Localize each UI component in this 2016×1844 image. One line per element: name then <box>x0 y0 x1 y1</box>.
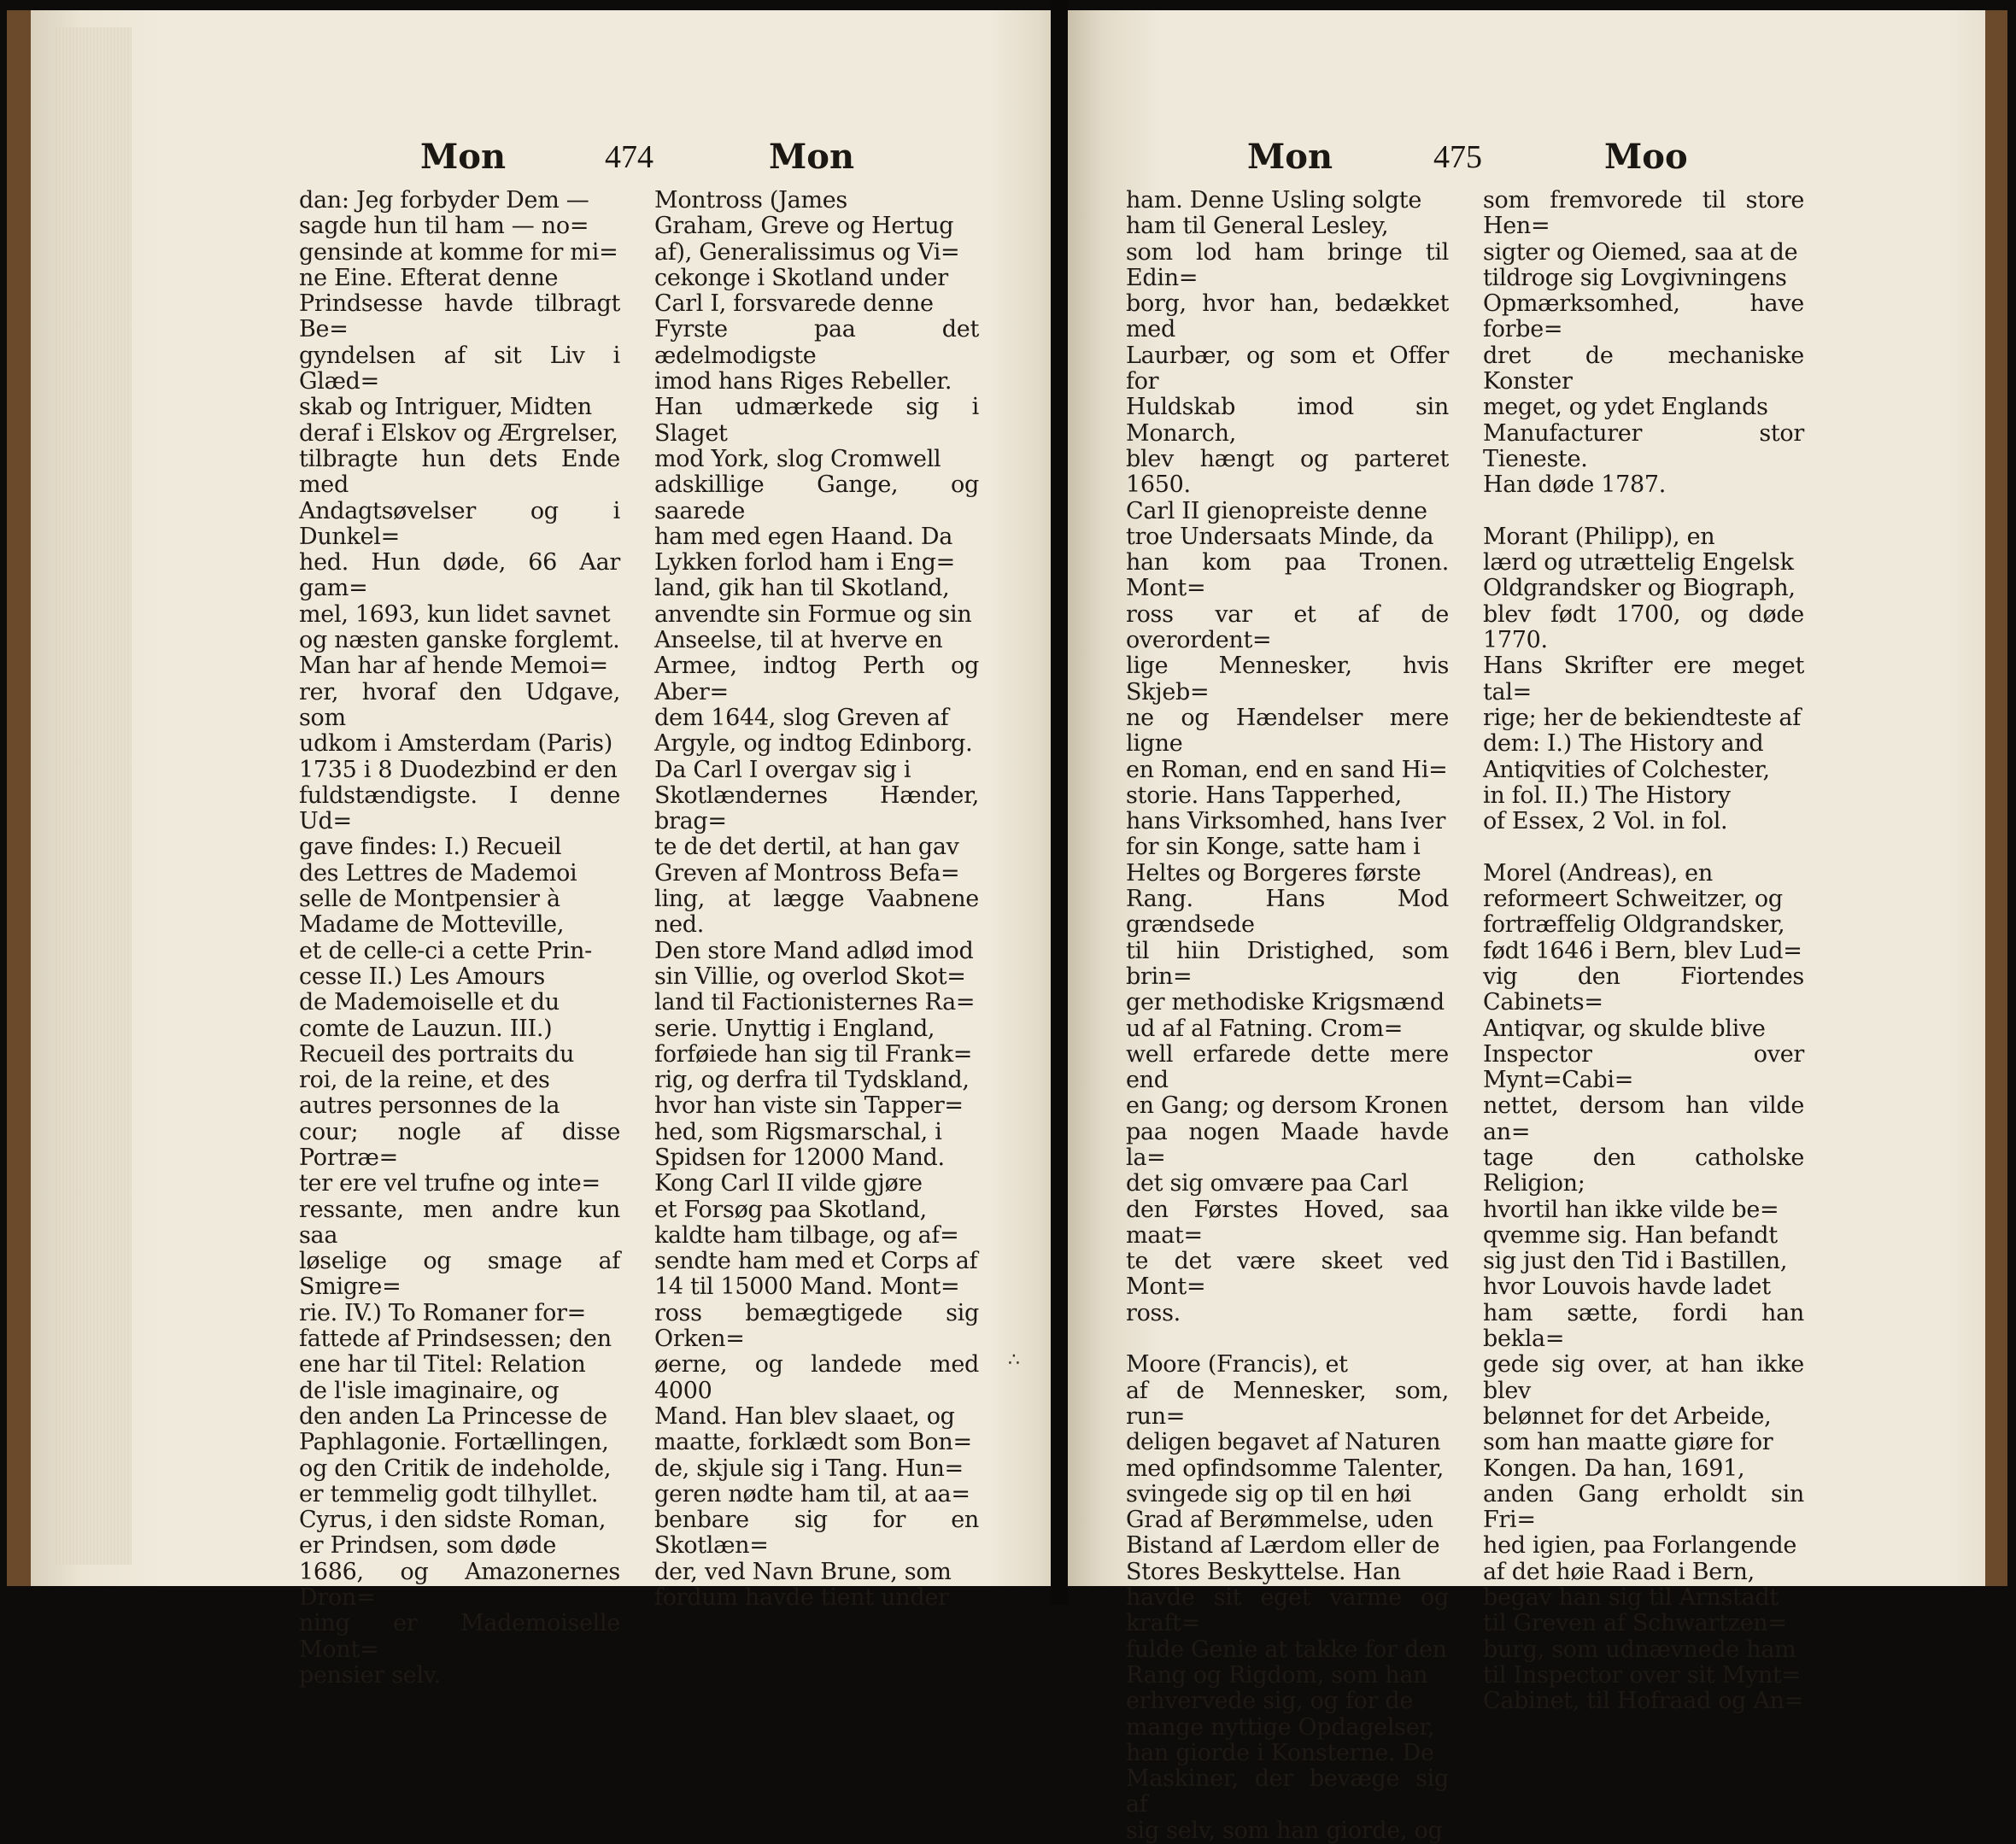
page-edges <box>55 27 132 1565</box>
right-page-number: 475 <box>1433 139 1482 175</box>
left-running-head-left: Mon <box>420 137 507 177</box>
right-column-2: som fremvorede til store Hen= sigter og Oiemed, saa at de tildroge sig Lovgivningens Opmærksomhed, have forbe= dret de mechaniske Konster meget, og ydet Englands Manufacturer stor Tieneste. Han døde 1787. Morant (Philipp), en lærd og utrættelig Engelsk Oldgrandsker og Biograph, blev født 1700, og døde 1770. Hans Skrifter ere meget tal= rige; her de bekiendteste af dem: I.) The History and Antiqvities of Colchester, in fol. II.) The History of Essex, 2 Vol. in fol. Morel (Andreas), en reformeert Schweitzer, og fortræffelig Oldgrandsker, født 1646 i Bern, blev Lud= vig den Fiortendes Cabinets= Antiqvar, og skulde blive Inspector over Mynt=Cabi= nettet, dersom han vilde an= tage den catholske Religion; hvortil han ikke vilde be= qvemme sig. Han befandt sig just den Tid i Bastillen, hvor Louvois havde ladet ham sætte, fordi han bekla= gede sig over, at han ikke blev belønnet for det Arbeide, som han maatte giøre for Kongen. Da han, 1691, anden Gang erholdt sin Fri= hed igien, paa Forlangende af det høie Raad i Bern, begav han sig til Arnstadt til Greven af Schwartzen= burg, som udnævnede ham til Inspector over sit Mynt= Cabinet, til Hofraad og An= <box>1483 187 1804 1715</box>
gutter-ornament: ∴ <box>1008 1349 1020 1371</box>
left-column-2: Montross (James Graham, Greve og Hertug af), Generalissimus og Vi= cekonge i Skotland under Carl I, forsvarede denne Fyrste paa det ædelmodigste imod hans Riges Rebeller. Han udmærkede sig i Slaget mod York, slog Cromwell adskillige Gange, og saarede ham med egen Haand. Da Lykken forlod ham i Eng= land, gik han til Skotland, anvendte sin Formue og sin Anseelse, til at hverve en Armee, indtog Perth og Aber= dem 1644, slog Greven af Argyle, og indtog Edinborg. Da Carl I overgav sig i Skotlændernes Hænder, brag= te de det dertil, at han gav Greven af Montross Befa= ling, at lægge Vaabnene ned. Den store Mand adlød imod sin Villie, og overlod Skot= land til Factionisternes Ra= serie. Unyttig i England, forføiede han sig til Frank= rig, og derfra til Tydskland, hvor han viste sin Tapper= hed, som Rigsmarschal, i Spidsen for 12000 Mand. Kong Carl II vilde gjøre et Forsøg paa Skotland, kaldte ham tilbage, og af= sendte ham med et Corps af 14 til 15000 Mand. Mont= ross bemægtigede sig Orken= øerne, og landede med 4000 Mand. Han blev slaaet, og maatte, forklædt som Bon= de, skjule sig i Tang. Hun= geren nødte ham til, at aa= benbare sig for en Skotlæn= der, ved Navn Brune, som fordum havde tient under <box>654 187 979 1612</box>
left-page-number: 474 <box>605 139 653 175</box>
left-column-1: dan: Jeg forbyder Dem — sagde hun til ham — no= gensinde at komme for mi= ne Eine. Efterat denne Prindsesse havde tilbragt Be= gyndelsen af sit Liv i Glæd= skab og Intriguer, Midten deraf i Elskov og Ærgrelser, tilbragte hun dets Ende med Andagtsøvelser og i Dunkel= hed. Hun døde, 66 Aar gam= mel, 1693, kun lidet savnet og næsten ganske forglemt. Man har af hende Memoi= rer, hvoraf den Udgave, som udkom i Amsterdam (Paris) 1735 i 8 Duodezbind er den fuldstændigste. I denne Ud= gave findes: I.) Recueil des Lettres de Mademoi selle de Montpensier à Madame de Motteville, et de celle-ci a cette Prin- cesse II.) Les Amours de Mademoiselle et du comte de Lauzun. III.) Recueil des portraits du roi, de la reine, et des autres personnes de la cour; nogle af disse Portræ= ter ere vel trufne og inte= ressante, men andre kun saa løselige og smage af Smigre= rie. IV.) To Romaner for= fattede af Prindsessen; den ene har til Titel: Relation de l'isle imaginaire, og den anden La Princesse de Paphlagonie. Fortællingen, og den Critik de indeholde, er temmelig godt tilhyllet. Cyrus, i den sidste Roman, er Prindsen, som døde 1686, og Amazonernes Dron= ning er Mademoiselle Mont= pensier selv. <box>299 187 620 1689</box>
right-column-1: ham. Denne Usling solgte ham til General Lesley, som lod ham bringe til Edin= borg, hvor han, bedækket med Laurbær, og som et Offer for Huldskab imod sin Monarch, blev hængt og parteret 1650. Carl II gienopreiste denne troe Undersaats Minde, da han kom paa Tronen. Mont= ross var et af de overordent= lige Mennesker, hvis Skjeb= ne og Hændelser mere ligne en Roman, end en sand Hi= storie. Hans Tapperhed, hans Virksomhed, hans Iver for sin Konge, satte ham i Heltes og Borgeres første Rang. Hans Mod grændsede til hiin Dristighed, som brin= ger methodiske Krigsmænd ud af al Fatning. Crom= well erfarede dette mere end en Gang; og dersom Kronen paa nogen Maade havde la= det sig omvære paa Carl den Førstes Hoved, saa maat= te det være skeet ved Mont= ross. Moore (Francis), et af de Mennesker, som, run= deligen begavet af Naturen med opfindsomme Talenter, svingede sig op til en høi Grad af Berømmelse, uden Bistand af Lærdom eller de Stores Beskyttelse. Han havde sit eget varme og kraft= fulde Genie at takke for den Rang og Rigdom, som han erhvervede sig, og for de mange nyttige Opdagelser, han giorde i Konsterne. De Maskiner, der bevæge sig af sig selv, som han giorde, og <box>1126 187 1449 1844</box>
right-running-head-left: Mon <box>1247 137 1333 177</box>
right-running-head-right: Moo <box>1604 137 1688 177</box>
center-divider <box>1051 0 1068 1605</box>
left-running-head-right: Mon <box>769 137 855 177</box>
